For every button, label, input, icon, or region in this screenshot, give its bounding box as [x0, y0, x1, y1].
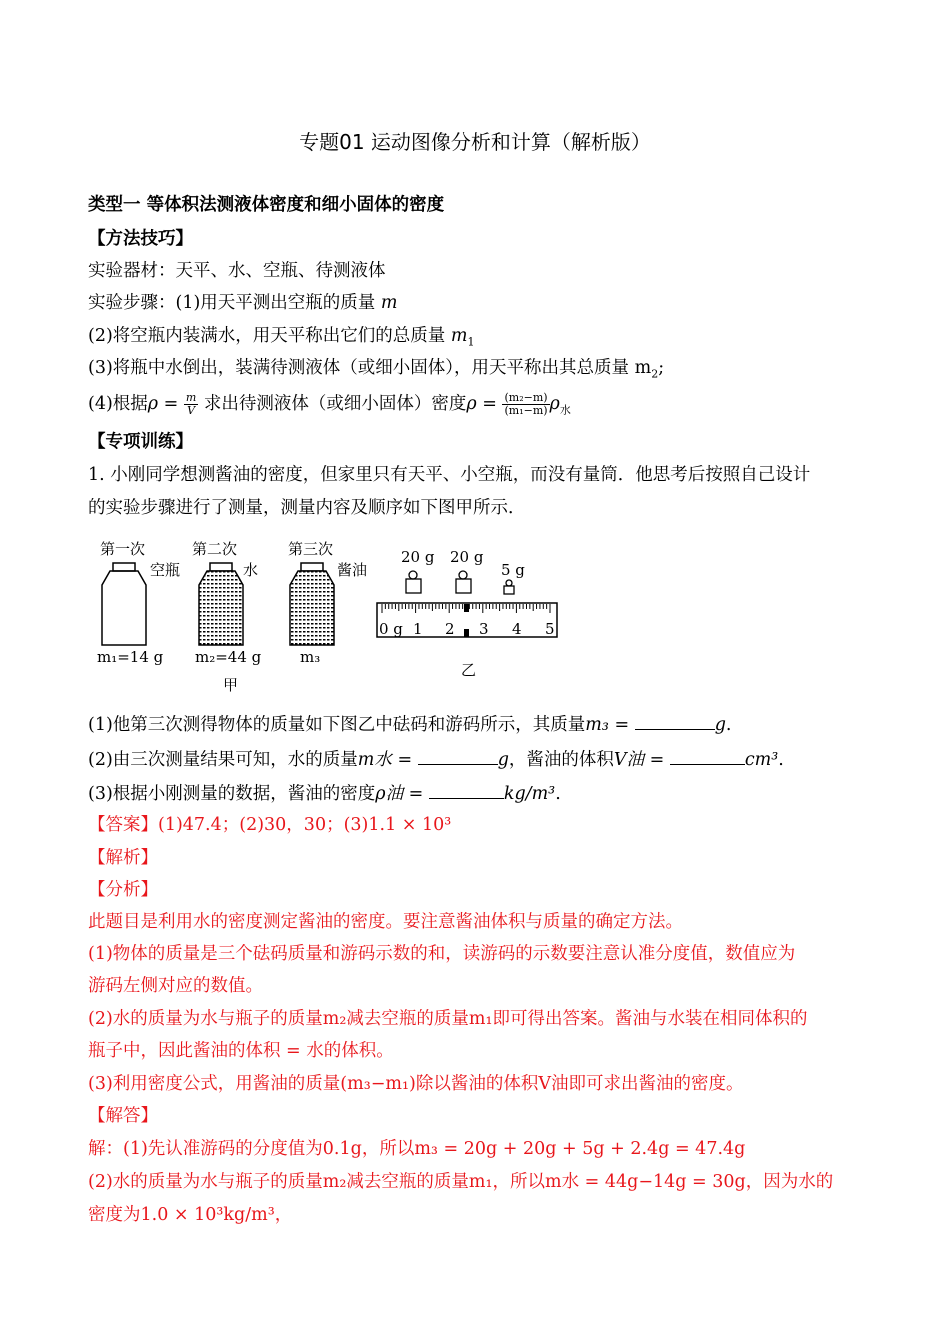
soy-sauce-bottle: [290, 563, 334, 645]
label-water: 水: [243, 561, 259, 579]
weight-20g-b: [456, 571, 471, 593]
scale-label-3: 3: [479, 620, 489, 638]
fenxi-line-4: (3)利用密度公式，用酱油的质量(m₃−m₁)除以酱油的体积V油即可求出酱油的密度。: [88, 1074, 744, 1094]
label-second: 第二次: [192, 540, 238, 558]
jieda-heading: 【解答】: [88, 1106, 158, 1126]
answer-blank-water-mass[interactable]: [418, 746, 498, 765]
fenxi-line-1: 此题目是利用水的密度测定酱油的密度。要注意酱油体积与质量的确定方法。: [88, 912, 683, 932]
equipment-line: 实验器材：天平、水、空瓶、待测液体: [88, 261, 386, 281]
caption-yi: 乙: [461, 661, 477, 679]
fraction-m-over-v: $\frac{m}{V}$: [185, 391, 197, 417]
section-heading: 类型一 等体积法测液体密度和细小固体的密度: [88, 195, 445, 215]
label-m2: m₂=44 g: [195, 648, 262, 666]
answer-line: 【答案】(1)47.4；(2)30，30；(3)1.1 × 10³: [88, 815, 452, 835]
sub-question-1: (1)他第三次测得物体的质量如下图乙中砝码和游码所示，其质量m₃ = g.: [88, 711, 731, 738]
empty-bottle: [102, 563, 146, 645]
step-1: 实验步骤：(1)用天平测出空瓶的质量 m: [88, 293, 398, 313]
scale-label-5: 5: [545, 620, 555, 638]
rider-bottom: [464, 629, 469, 637]
answer-blank-soy-density[interactable]: [429, 780, 504, 799]
rider-top: [464, 604, 469, 612]
label-m3: m₃: [300, 648, 321, 666]
caption-jia: 甲: [223, 676, 239, 694]
answer-blank-soy-volume[interactable]: [670, 746, 745, 765]
step-2: (2)将空瓶内装满水，用天平称出它们的总质量 $m_1$: [88, 326, 475, 349]
label-empty-bottle: 空瓶: [150, 561, 181, 579]
jieda-line-2b: 密度为1.0 × 10³kg/m³，: [88, 1205, 293, 1225]
jieda-line-2a: (2)水的质量为水与瓶子的质量m₂减去空瓶的质量m₁，所以m水 = 44g−14g = 30g，因为水的: [88, 1172, 834, 1192]
weight-20g-a: [406, 571, 421, 593]
analysis-heading: 【解析】: [88, 848, 158, 868]
answer-blank-m3[interactable]: [635, 711, 715, 730]
rider-scale: [377, 603, 557, 638]
weight-1-label: 20 g: [401, 548, 435, 566]
question-1-line-1: 1. 小刚同学想测酱油的密度，但家里只有天平、小空瓶，而没有量筒．他思考后按照自己设计: [88, 465, 811, 485]
scale-label-4: 4: [512, 620, 522, 638]
weight-2-label: 20 g: [450, 548, 484, 566]
fenxi-heading: 【分析】: [88, 880, 158, 900]
document-title: 专题01 运动图像分析和计算（解析版）: [299, 130, 651, 154]
scale-label-0: 0 g: [379, 620, 403, 638]
label-first: 第一次: [100, 540, 146, 558]
sub-question-2: (2)由三次测量结果可知，水的质量m水 = g，酱油的体积V油 = cm³.: [88, 746, 784, 773]
water-bottle: [199, 563, 243, 645]
weight-5g: [504, 580, 514, 594]
method-heading: 【方法技巧】: [88, 229, 193, 249]
training-heading: 【专项训练】: [88, 432, 193, 452]
step-3: (3)将瓶中水倒出，装满待测液体（或细小固体），用天平称出其总质量 $m_2$;: [88, 358, 665, 381]
fenxi-line-3a: (2)水的质量为水与瓶子的质量m₂减去空瓶的质量m₁即可得出答案。酱油与水装在相同体积的: [88, 1009, 808, 1029]
fenxi-line-3b: 瓶子中，因此酱油的体积 = 水的体积。: [88, 1041, 394, 1061]
label-soy-sauce: 酱油: [337, 561, 368, 579]
label-m1: m₁=14 g: [97, 648, 164, 666]
weight-3-label: 5 g: [501, 561, 525, 579]
fenxi-line-2b: 游码左侧对应的数值。: [88, 976, 263, 996]
experiment-figure: [95, 535, 575, 700]
step-4: (4)根据ρ = $\frac{m}{V}$ 求出待测液体（或细小固体）密度ρ = $\frac{\text{(m₂−m)}}{\text{(m₁−m)}}$ $\rho_水$: [88, 391, 571, 417]
label-third: 第三次: [288, 540, 334, 558]
scale-label-1: 1: [413, 620, 423, 638]
sub-question-3: (3)根据小刚测量的数据，酱油的密度ρ油 = kg/m³.: [88, 780, 561, 807]
question-1-line-2: 的实验步骤进行了测量，测量内容及顺序如下图甲所示．: [88, 498, 526, 518]
fraction-density-formula: $\frac{\text{(m₂−m)}}{\text{(m₁−m)}}$: [504, 391, 548, 417]
scale-label-2: 2: [445, 620, 455, 638]
jieda-line-1: 解：(1)先认准游码的分度值为0.1g，所以m₃ = 20g + 20g + 5g + 2.4g = 47.4g: [88, 1139, 746, 1159]
fenxi-line-2a: (1)物体的质量是三个砝码质量和游码示数的和，读游码的示数要注意认准分度值，数值应为: [88, 944, 796, 964]
